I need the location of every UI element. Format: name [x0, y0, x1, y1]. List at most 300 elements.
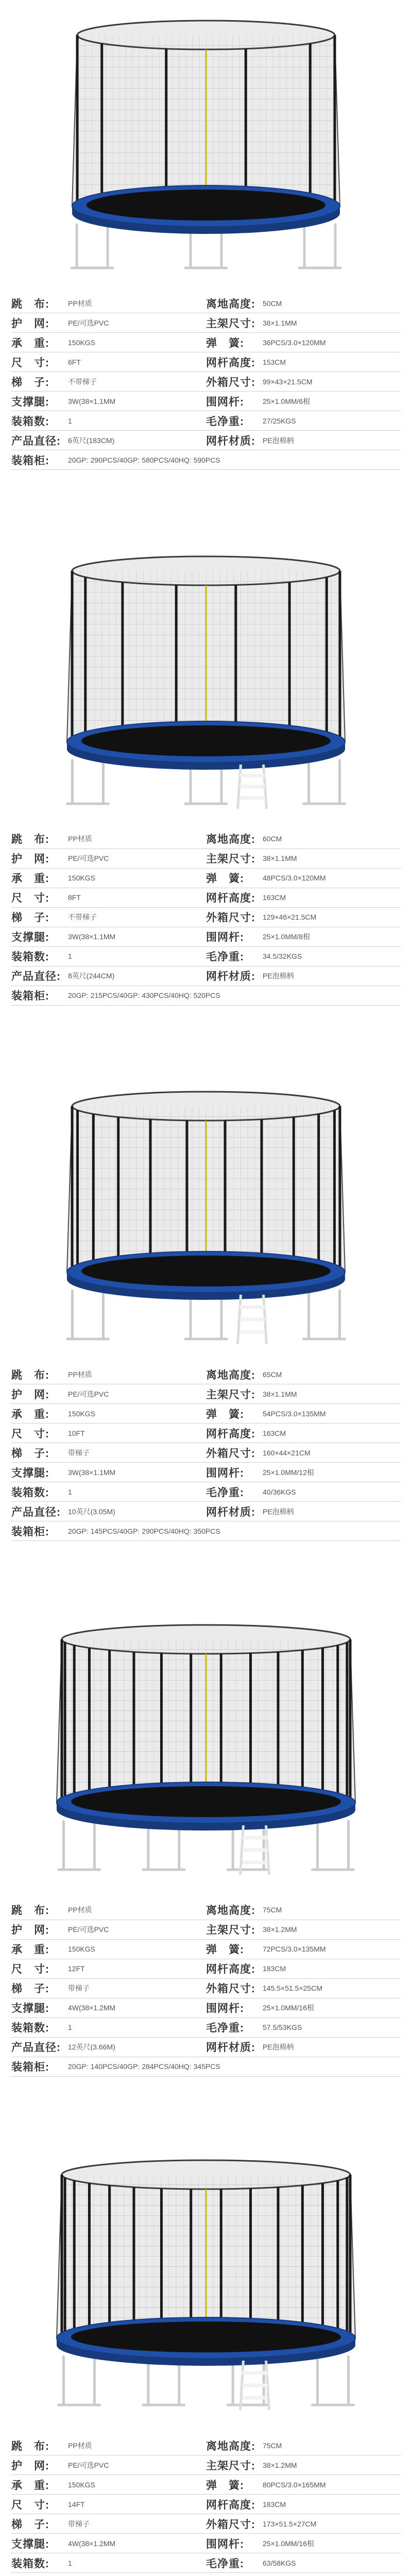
spec-value: 4W(38×1.2MM [68, 2539, 116, 2548]
jump-mat [71, 1786, 341, 1817]
spec-cell [206, 909, 401, 925]
spec-value: 不带梯子 [68, 377, 97, 386]
packing-label: 装箱柜: [11, 454, 49, 467]
spec-label: 支撑腿: [11, 396, 49, 408]
spec-cell [11, 1961, 206, 1976]
spec-value: 3W(38×1.1MM [68, 933, 116, 941]
spec-label: 围网杆: [206, 931, 244, 943]
spec-label: 承 重: [11, 1408, 49, 1420]
spec-label: 尺 寸: [11, 1428, 49, 1440]
spec-label: 毛净重: [206, 1486, 244, 1499]
spec-table [11, 294, 401, 470]
spec-label: 外箱尺寸: [206, 2518, 255, 2531]
spec-label: 围网杆: [206, 396, 244, 408]
spec-row [11, 1998, 401, 2018]
spec-value: PP材质 [68, 299, 92, 308]
spec-value: 75CM [263, 2441, 282, 2450]
spec-cell [206, 374, 401, 389]
spec-cell [11, 1941, 206, 1957]
spec-label: 外箱尺寸: [206, 376, 255, 388]
spec-label: 跳 布: [11, 298, 49, 310]
spec-cell [11, 315, 206, 331]
spec-table [11, 829, 401, 1006]
jump-mat [71, 2321, 341, 2352]
spec-row [11, 1502, 401, 1521]
spec-value: PE泡棉柄 [263, 2043, 294, 2051]
spec-label: 网杆高度: [206, 1963, 255, 1975]
spec-label: 梯 子: [11, 2518, 49, 2531]
spec-value: PE泡棉柄 [263, 972, 294, 980]
spec-row [11, 2514, 401, 2534]
spec-cell [11, 1902, 206, 1918]
spec-cell [11, 1445, 206, 1461]
spec-value: PE/可选PVC [68, 318, 109, 327]
spec-value: 150KGS [68, 338, 95, 347]
spec-row [11, 392, 401, 411]
spec-cell [206, 296, 401, 311]
spec-cell [206, 335, 401, 350]
spec-row [11, 908, 401, 927]
spec-value: PE/可选PVC [68, 1925, 109, 1934]
trampoline-photo [0, 2142, 412, 2431]
spec-value: 173×51.5×27CM [263, 2519, 317, 2528]
spec-label: 装箱数: [11, 2022, 49, 2034]
spec-value: 1 [68, 416, 72, 425]
spec-cell [11, 1484, 206, 1500]
spec-label: 弹 簧: [206, 337, 244, 349]
spec-row [11, 2495, 401, 2514]
spec-value: 99×43×21.5CM [263, 377, 313, 386]
spec-label: 主架尺寸: [206, 1924, 255, 1936]
ladder [238, 765, 267, 809]
spec-value: 带梯子 [68, 1984, 90, 1992]
spec-label: 外箱尺寸: [206, 1447, 255, 1460]
spec-value: 6英尺(183CM) [68, 436, 115, 445]
spec-row [11, 2038, 401, 2057]
spec-cell [11, 2555, 206, 2571]
spec-label: 离地高度: [206, 2440, 255, 2452]
product-block [0, 536, 412, 1072]
product-block [0, 0, 412, 536]
spec-cell [11, 890, 206, 905]
spec-label: 围网杆: [206, 2538, 244, 2550]
spec-cell [206, 1922, 401, 1937]
support-leg [72, 225, 113, 268]
spec-cell [206, 2477, 401, 2493]
spec-label: 装箱数: [11, 2557, 49, 2570]
spec-value: 1 [68, 1487, 72, 1496]
spec-cell [206, 1367, 401, 1382]
spec-cell [206, 394, 401, 409]
spec-cell [206, 1504, 401, 1519]
spec-label: 尺 寸: [11, 2499, 49, 2511]
spec-row [11, 947, 401, 967]
spec-cell [206, 1902, 401, 1918]
spec-row [11, 431, 401, 450]
spec-value: 14FT [68, 2500, 85, 2509]
spec-cell [206, 1465, 401, 1480]
spec-label: 网杆材质: [206, 2042, 255, 2054]
spec-value: 38×1.1MM [263, 318, 297, 327]
spec-cell [206, 2555, 401, 2571]
spec-row [11, 1443, 401, 1463]
spec-label: 跳 布: [11, 1369, 49, 1381]
spec-label: 产品直径: [11, 971, 61, 982]
spec-label: 护 网: [11, 2460, 49, 2472]
spec-value: 38×1.2MM [263, 2461, 297, 2469]
support-leg [67, 1291, 109, 1339]
spec-label: 弹 簧: [206, 1408, 244, 1420]
spec-label: 支撑腿: [11, 1467, 49, 1479]
spec-value: 1 [68, 2558, 72, 2567]
spec-value: 50CM [263, 299, 282, 308]
spec-label: 梯 子: [11, 376, 49, 388]
spec-cell [206, 2497, 401, 2512]
spec-label: 主架尺寸: [206, 2460, 255, 2472]
spec-value: 25×1.0MM/16根 [263, 2539, 314, 2548]
spec-value: 163CM [263, 893, 286, 902]
packing-label: 装箱柜: [11, 2061, 49, 2073]
spec-cell [11, 1426, 206, 1441]
spec-cell [206, 2438, 401, 2453]
spec-value: 8FT [68, 893, 81, 902]
spec-value: 3W(38×1.1MM [68, 397, 116, 405]
spec-value: 4W(38×1.2MM [68, 2004, 116, 2012]
spec-row [11, 294, 401, 313]
spec-cell [11, 433, 206, 448]
support-leg [59, 2357, 100, 2405]
spec-value: 6FT [68, 358, 81, 366]
spec-cell [11, 2477, 206, 2493]
spec-cell [206, 2000, 401, 2015]
spec-label: 跳 布: [11, 834, 49, 845]
packing-row [11, 2057, 401, 2077]
spec-value: 12FT [68, 1964, 85, 1973]
spec-value: 1 [68, 952, 72, 960]
spec-row [11, 352, 401, 372]
product-block [0, 1607, 412, 2143]
spec-row [11, 1901, 401, 1920]
spec-value: 150KGS [68, 1945, 95, 1953]
spec-table [11, 1365, 401, 1541]
spec-value: 3W(38×1.1MM [68, 1468, 116, 1477]
support-leg [299, 225, 340, 268]
spec-label: 主架尺寸: [206, 853, 255, 865]
spec-label: 产品直径: [11, 1506, 61, 1518]
packing-value: 20GP: 140PCS/40GP: 284PCS/40HQ: 345PCS [68, 2062, 220, 2071]
spec-label: 主架尺寸: [206, 1388, 255, 1401]
spec-row [11, 2455, 401, 2475]
spec-row [11, 1979, 401, 1998]
spec-label: 梯 子: [11, 912, 49, 924]
spec-label: 网杆高度: [206, 2499, 255, 2511]
spec-cell [11, 2458, 206, 2473]
spec-value: 153CM [263, 358, 286, 366]
spec-row [11, 372, 401, 392]
packing-label: 装箱柜: [11, 1526, 49, 1538]
spec-cell [11, 968, 206, 984]
support-leg [67, 760, 109, 804]
packing-row [11, 450, 401, 470]
support-leg [59, 1821, 100, 1870]
spec-label: 跳 布: [11, 1905, 49, 1917]
spec-value: PE/可选PVC [68, 854, 109, 862]
spec-label: 护 网: [11, 1388, 49, 1401]
spec-value: 163CM [263, 1429, 286, 1437]
spec-label: 护 网: [11, 1924, 49, 1936]
spec-label: 外箱尺寸: [206, 912, 255, 924]
spec-value: 38×1.1MM [263, 1389, 297, 1398]
spec-value: PE泡棉柄 [263, 436, 294, 445]
spec-cell [11, 831, 206, 846]
spec-cell [206, 433, 401, 448]
spec-value: PP材质 [68, 1370, 92, 1379]
spec-row [11, 1940, 401, 1959]
packing-value: 20GP: 290PCS/40GP: 580PCS/40HQ: 590PCS [68, 455, 220, 464]
spec-label: 离地高度: [206, 834, 255, 845]
spec-cell [206, 1980, 401, 1996]
spec-label: 承 重: [11, 337, 49, 349]
spec-value: PP材质 [68, 1906, 92, 1914]
spec-cell [11, 2516, 206, 2532]
support-leg [304, 760, 345, 804]
spec-cell [11, 1504, 206, 1519]
spec-value: 72PCS/3.0×135MM [263, 1945, 326, 1953]
spec-value: PE/可选PVC [68, 2461, 109, 2469]
spec-cell [206, 1406, 401, 1421]
spec-value: PE泡棉柄 [263, 1507, 294, 1516]
spec-label: 弹 簧: [206, 2479, 244, 2492]
spec-cell [206, 2516, 401, 2532]
spec-value: 54PCS/3.0×135MM [263, 1409, 326, 1418]
spec-cell [11, 1980, 206, 1996]
spec-value: 36PCS/3.0×120MM [263, 338, 326, 347]
spec-cell [206, 1445, 401, 1461]
spec-row [11, 927, 401, 947]
spec-label: 离地高度: [206, 1369, 255, 1381]
trampoline-photo [0, 1607, 412, 1895]
spec-cell [11, 1367, 206, 1382]
packing-value: 20GP: 145PCS/40GP: 290PCS/40HQ: 350PCS [68, 1527, 220, 1535]
spec-label: 支撑腿: [11, 2538, 49, 2550]
spec-cell [11, 1465, 206, 1480]
spec-value: 8英尺(244CM) [68, 972, 115, 980]
spec-value: 34.5/32KGS [263, 952, 302, 960]
spec-label: 网杆高度: [206, 892, 255, 904]
spec-cell [206, 1484, 401, 1500]
spec-value: 57.5/53KGS [263, 2023, 302, 2031]
spec-cell [11, 870, 206, 886]
spec-value: 38×1.2MM [263, 1925, 297, 1934]
spec-value: 12英尺(3.66M) [68, 2043, 115, 2051]
spec-cell [206, 929, 401, 944]
spec-label: 尺 寸: [11, 892, 49, 904]
spec-label: 弹 簧: [206, 873, 244, 885]
jump-mat [81, 725, 331, 756]
spec-value: 25×1.0MM/6根 [263, 397, 311, 405]
spec-label: 离地高度: [206, 298, 255, 310]
spec-cell [11, 2000, 206, 2015]
spec-row [11, 1365, 401, 1384]
spec-cell [206, 870, 401, 886]
spec-cell [11, 394, 206, 409]
spec-cell [11, 374, 206, 389]
spec-value: 150KGS [68, 874, 95, 882]
spec-cell [206, 413, 401, 429]
spec-label: 网杆材质: [206, 1506, 255, 1518]
spec-value: 48PCS/3.0×120MM [263, 874, 326, 882]
spec-label: 毛净重: [206, 2557, 244, 2570]
spec-value: 75CM [263, 1906, 282, 1914]
spec-label: 产品直径: [11, 435, 61, 447]
spec-cell [206, 968, 401, 984]
spec-label: 网杆材质: [206, 971, 255, 982]
support-leg [304, 1291, 345, 1339]
spec-row [11, 2534, 401, 2553]
spec-label: 外箱尺寸: [206, 1983, 255, 1995]
product-block [0, 2142, 412, 2576]
spec-row [11, 2553, 401, 2573]
spec-row [11, 888, 401, 908]
spec-label: 围网杆: [206, 1467, 244, 1479]
spec-value: 150KGS [68, 2480, 95, 2489]
spec-row [11, 1959, 401, 1979]
spec-value: 63/58KGS [263, 2558, 296, 2567]
spec-label: 护 网: [11, 317, 49, 330]
spec-cell [11, 2039, 206, 2055]
spec-cell [11, 909, 206, 925]
spec-row [11, 849, 401, 869]
spec-label: 主架尺寸: [206, 317, 255, 330]
spec-value: 129×46×21.5CM [263, 913, 317, 921]
spec-value: PP材质 [68, 835, 92, 843]
spec-row [11, 2573, 401, 2576]
spec-cell [11, 2497, 206, 2512]
spec-cell [11, 929, 206, 944]
spec-value: 150KGS [68, 1409, 95, 1418]
spec-label: 毛净重: [206, 2022, 244, 2034]
spec-cell [206, 1426, 401, 1441]
spec-row [11, 869, 401, 888]
spec-cell [206, 2039, 401, 2055]
spec-label: 毛净重: [206, 951, 244, 963]
spec-row [11, 1423, 401, 1443]
spec-label: 装箱数: [11, 415, 49, 428]
support-leg [313, 1821, 354, 1870]
spec-value: 25×1.0MM/8根 [263, 933, 311, 941]
trampoline-photo [0, 0, 412, 289]
spec-value: 183CM [263, 1964, 286, 1973]
spec-row [11, 313, 401, 333]
spec-label: 支撑腿: [11, 2003, 49, 2014]
spec-value: PE/可选PVC [68, 1389, 109, 1398]
spec-value: 40/36KGS [263, 1487, 296, 1496]
spec-value: 25×1.0MM/12根 [263, 1468, 314, 1477]
jump-mat [81, 1256, 331, 1286]
spec-value: 带梯子 [68, 2519, 90, 2528]
packing-row [11, 986, 401, 1006]
spec-label: 网杆高度: [206, 1428, 255, 1440]
spec-cell [11, 851, 206, 866]
spec-row [11, 829, 401, 849]
product-block [0, 1071, 412, 1607]
packing-row [11, 1521, 401, 1541]
spec-value: 80PCS/3.0×165MM [263, 2480, 326, 2489]
support-leg [313, 2357, 354, 2405]
spec-label: 围网杆: [206, 2003, 244, 2014]
spec-row [11, 1384, 401, 1404]
jump-mat [87, 190, 325, 221]
packing-value: 20GP: 215PCS/40GP: 430PCS/40HQ: 520PCS [68, 991, 220, 999]
spec-cell [11, 2438, 206, 2453]
spec-cell [11, 413, 206, 429]
spec-row [11, 1920, 401, 1940]
packing-label: 装箱柜: [11, 990, 49, 1002]
spec-value: 60CM [263, 835, 282, 843]
spec-value: 不带梯子 [68, 913, 97, 921]
trampoline-photo [0, 1071, 412, 1360]
spec-cell [206, 851, 401, 866]
spec-value: 183CM [263, 2500, 286, 2509]
spec-label: 网杆材质: [206, 435, 255, 447]
spec-label: 毛净重: [206, 415, 244, 428]
spec-value: 65CM [263, 1370, 282, 1379]
spec-label: 梯 子: [11, 1447, 49, 1460]
spec-table [11, 1901, 401, 2077]
spec-cell [11, 948, 206, 964]
spec-cell [206, 1941, 401, 1957]
spec-value: 38×1.1MM [263, 854, 297, 862]
spec-cell [206, 831, 401, 846]
spec-row [11, 1482, 401, 1502]
spec-row [11, 1404, 401, 1423]
spec-cell [206, 2536, 401, 2551]
spec-label: 承 重: [11, 873, 49, 885]
spec-cell [206, 890, 401, 905]
spec-value: PP材质 [68, 2441, 92, 2450]
spec-label: 承 重: [11, 1944, 49, 1956]
spec-cell [11, 354, 206, 370]
spec-cell [11, 1922, 206, 1937]
spec-label: 产品直径: [11, 2042, 61, 2054]
spec-cell [206, 315, 401, 331]
spec-label: 尺 寸: [11, 357, 49, 369]
spec-value: 1 [68, 2023, 72, 2031]
spec-label: 装箱数: [11, 1486, 49, 1499]
spec-row [11, 2018, 401, 2038]
spec-label: 梯 子: [11, 1983, 49, 1995]
spec-row [11, 1463, 401, 1482]
spec-cell [206, 2458, 401, 2473]
spec-row [11, 2475, 401, 2495]
spec-label: 承 重: [11, 2479, 49, 2492]
spec-cell [11, 1386, 206, 1402]
spec-cell [11, 1406, 206, 1421]
spec-row [11, 411, 401, 431]
spec-value: 160×44×21CM [263, 1448, 311, 1457]
spec-value: 145.5×51.5×25CM [263, 1984, 322, 1992]
spec-label: 支撑腿: [11, 931, 49, 943]
trampoline-photo [0, 536, 412, 824]
spec-label: 护 网: [11, 853, 49, 865]
spec-row [11, 2436, 401, 2455]
spec-label: 尺 寸: [11, 1963, 49, 1975]
spec-cell [206, 354, 401, 370]
spec-label: 跳 布: [11, 2440, 49, 2452]
spec-value: 27/25KGS [263, 416, 296, 425]
spec-row [11, 333, 401, 352]
spec-cell [11, 335, 206, 350]
